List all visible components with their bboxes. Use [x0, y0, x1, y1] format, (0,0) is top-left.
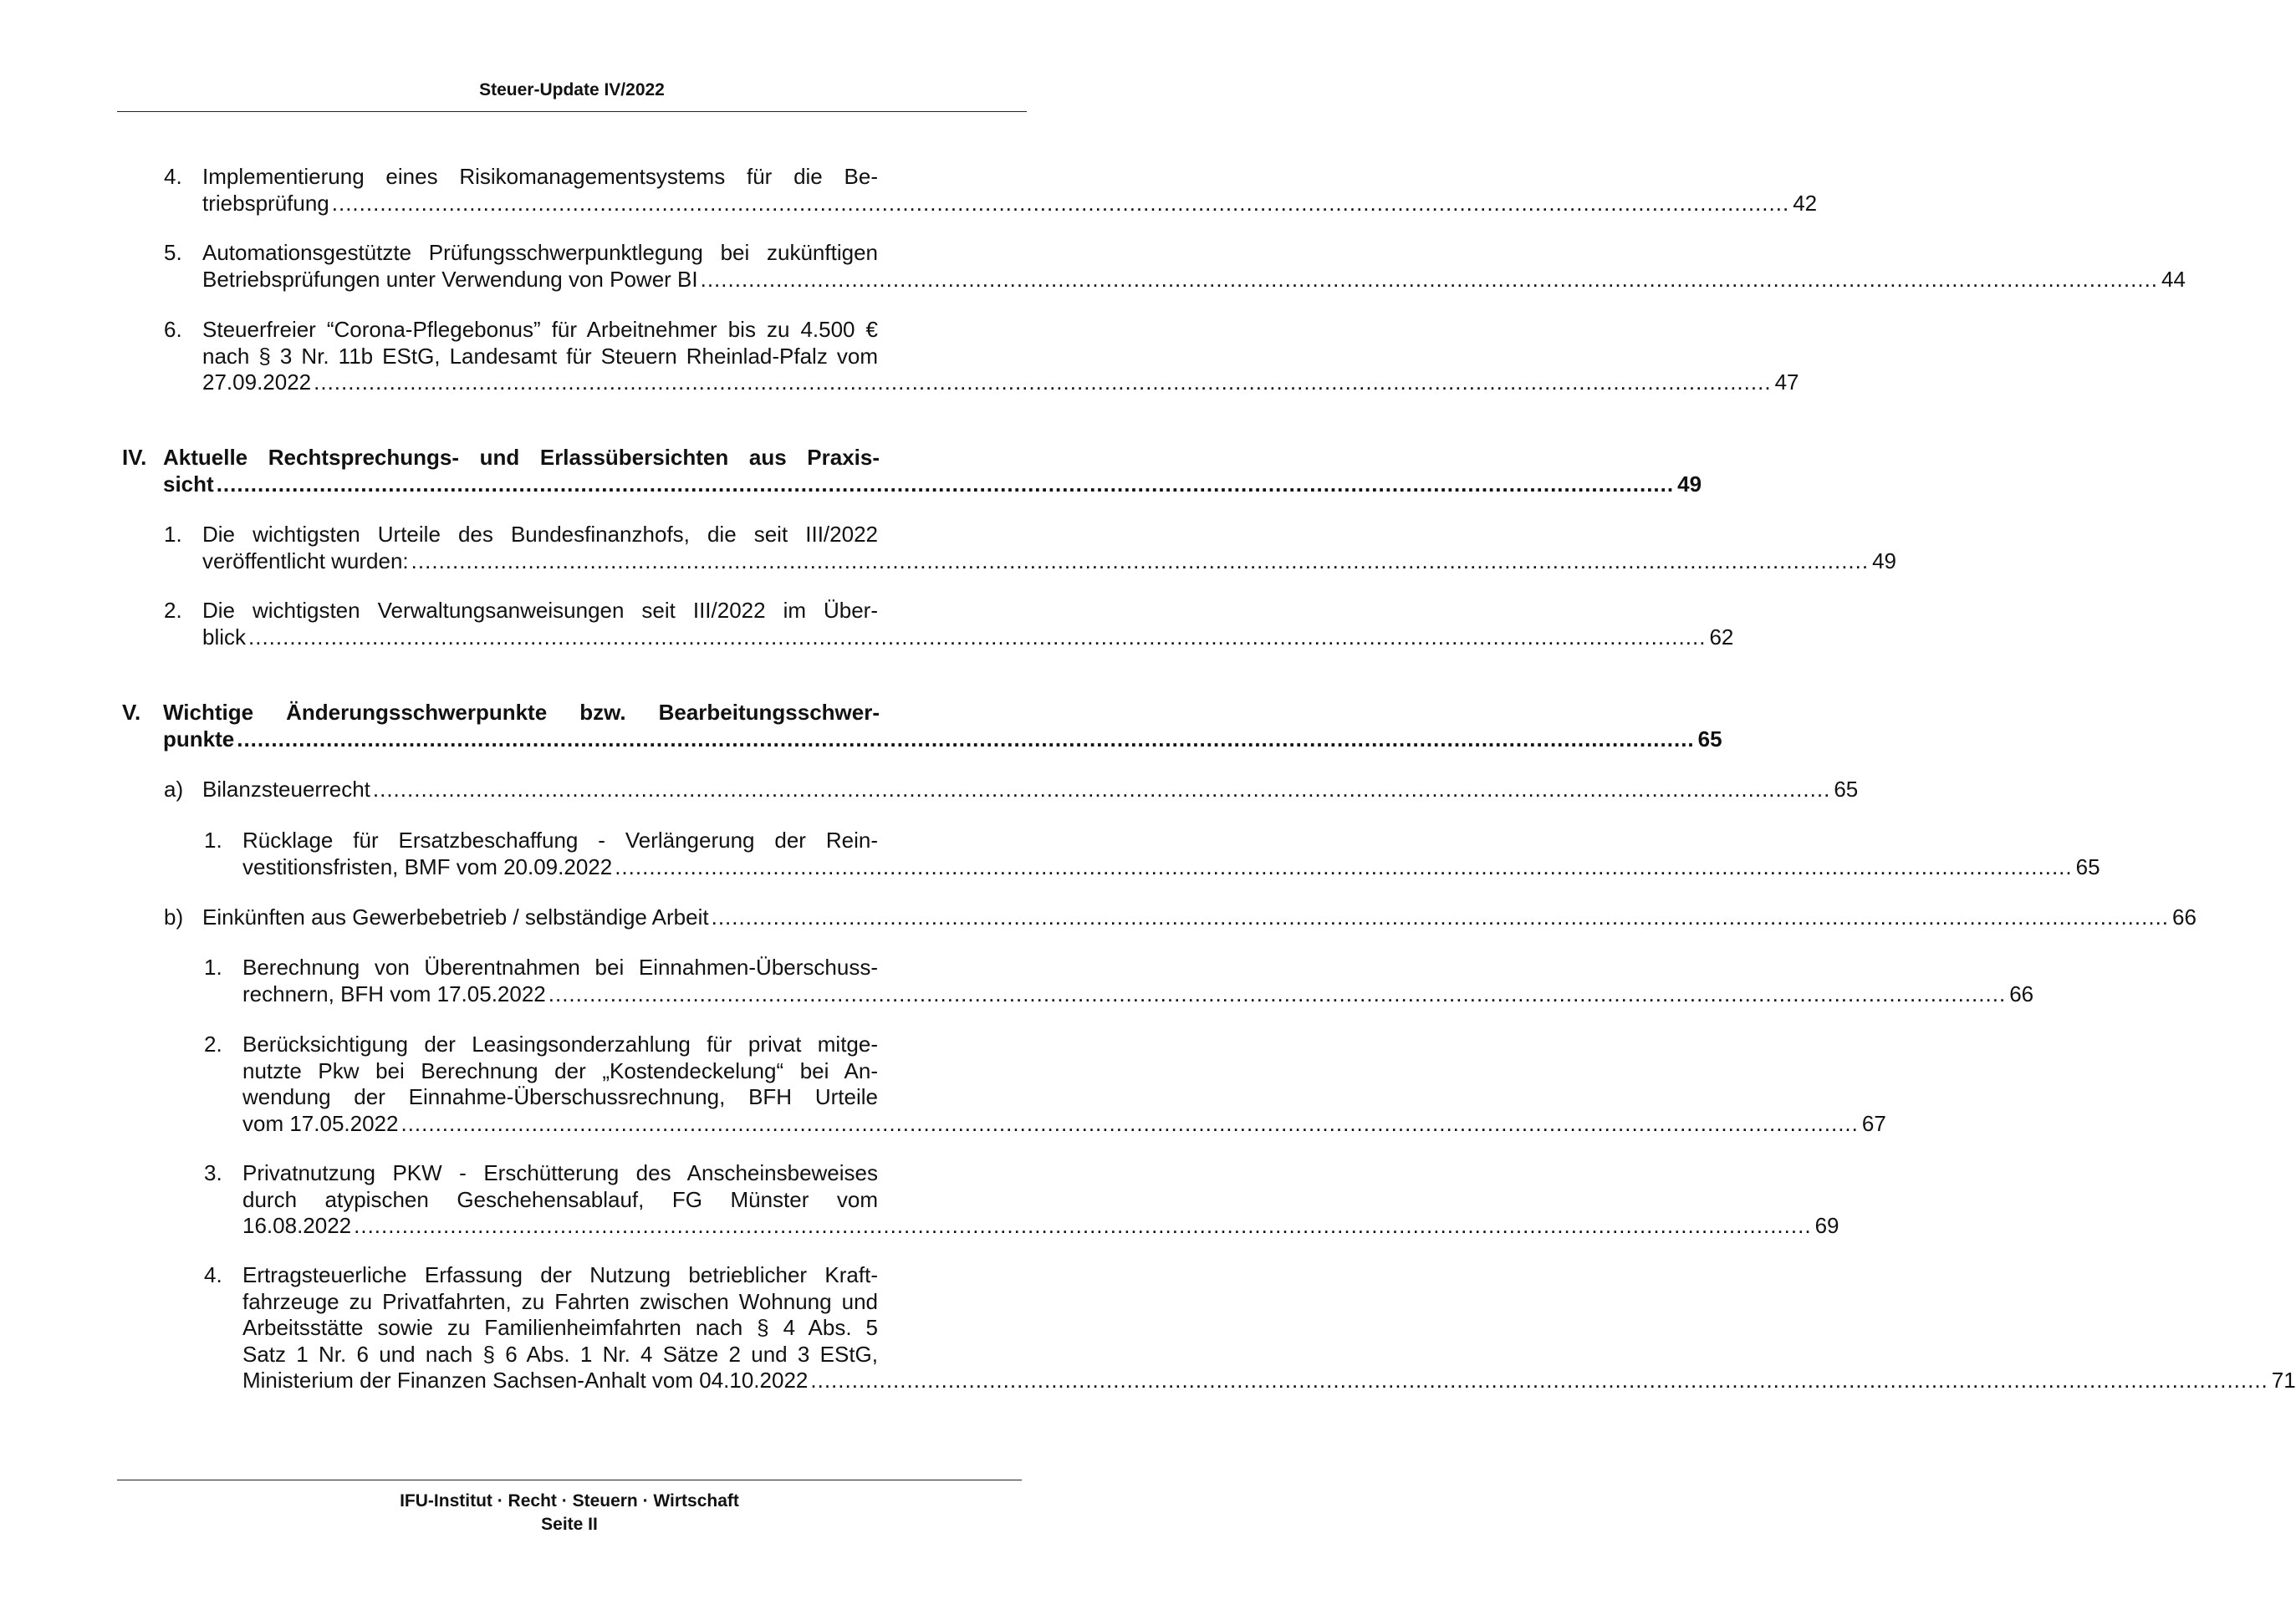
toc-entry-text: Bilanzsteuerrecht — [202, 777, 370, 802]
toc-entry-text: Rücklage für Ersatzbeschaffung - Verlängerung der Rein- — [242, 828, 878, 853]
toc-page-number: 67 — [1861, 1110, 1886, 1136]
toc-entry-text: Betriebsprüfungen unter Verwendung von Power BI — [202, 266, 698, 292]
toc-entry-last-line — [202, 777, 1859, 803]
toc-entry-last-line — [242, 853, 2100, 881]
toc-page-number: 66 — [2009, 981, 2034, 1006]
toc-section-number: IV. — [122, 445, 147, 470]
toc-entry-text: triebsprüfung — [202, 190, 329, 216]
toc-entry-last-line — [163, 726, 1722, 753]
toc-entry-text: Einkünften aus Gewerbebetrieb / selbständige Arbeit — [202, 904, 709, 930]
toc-leader-dots: .................................................................................................................................................................................................................... — [401, 1110, 1859, 1136]
toc-entry-text: Ertragsteuerliche Erfassung der Nutzung betrieblicher Kraft- — [242, 1262, 878, 1287]
toc-page-number: 65 — [2075, 853, 2100, 879]
toc-entry-last-line — [202, 904, 2197, 931]
page-header-title: Steuer-Update IV/2022 — [479, 80, 665, 99]
toc-leader-dots: .................................................................................................................................................................................................................... — [548, 981, 2007, 1006]
toc-entry-number: 2. — [164, 598, 182, 623]
toc-leader-dots: .................................................................................................................................................................................................................... — [700, 266, 2159, 292]
toc-page-number: 44 — [2161, 266, 2186, 292]
toc-entry-number: 6. — [164, 317, 182, 342]
toc-leader-dots: .................................................................................................................................................................................................................... — [810, 1368, 2268, 1393]
toc-page-number: 49 — [1677, 471, 1702, 497]
toc-leader-dots: .................................................................................................................................................................................................................... — [372, 777, 1831, 802]
toc-entry-text: blick — [202, 624, 247, 650]
toc-leader-dots: .................................................................................................................................................................................................................... — [237, 726, 1695, 752]
toc-entry-text: Berücksichtigung der Leasingsonderzahlung für privat mitge- — [242, 1032, 878, 1057]
toc-entry-text: Implementierung eines Risikomanagementsystems für die Be- — [202, 164, 878, 189]
toc-leader-dots: .................................................................................................................................................................................................................... — [248, 624, 1707, 650]
toc-section-title: Aktuelle Rechtsprechungs- und Erlassübersichten aus Praxis- — [163, 445, 880, 470]
toc-entry-text: Die wichtigsten Verwaltungsanweisungen seit III/2022 im Über- — [202, 598, 878, 623]
toc-leader-dots: .................................................................................................................................................................................................................... — [216, 471, 1675, 497]
toc-entry-number: 3. — [204, 1160, 222, 1185]
header-divider — [117, 111, 1027, 112]
toc-entry-text: Satz 1 Nr. 6 und nach § 6 Abs. 1 Nr. 4 Sätze 2 und 3 EStG, — [242, 1341, 878, 1367]
toc-leader-dots: .................................................................................................................................................................................................................... — [411, 548, 1870, 573]
toc-entry-text: durch atypischen Geschehensablauf, FG Münster vom — [242, 1186, 878, 1212]
toc-entry-last-line — [242, 981, 2034, 1008]
toc-leader-dots: .................................................................................................................................................................................................................... — [331, 190, 1790, 216]
toc-entry-number: 2. — [204, 1032, 222, 1057]
toc-section-title: Wichtige Änderungsschwerpunkte bzw. Bearbeitungsschwer- — [163, 700, 880, 725]
toc-page-number: 42 — [1793, 190, 1818, 216]
toc-leader-dots: .................................................................................................................................................................................................................... — [354, 1213, 1812, 1238]
toc-leader-dots: .................................................................................................................................................................................................................... — [711, 904, 2170, 930]
toc-page-number: 47 — [1774, 369, 1799, 395]
toc-entry-text: nutzte Pkw bei Berechnung der „Kostendeckelung“ bei An- — [242, 1057, 878, 1083]
toc-entry-last-line — [202, 266, 2186, 293]
toc-entry-text: Ministerium der Finanzen Sachsen-Anhalt vom 04.10.2022 — [242, 1368, 809, 1393]
toc-entry-number: 4. — [164, 164, 182, 189]
toc-entry-text: rechnern, BFH vom 17.05.2022 — [242, 981, 546, 1006]
footer-page-number: Seite II — [541, 1515, 598, 1534]
toc-entry-last-line — [202, 190, 1818, 217]
toc-page-number: 65 — [1697, 726, 1722, 752]
toc-entry-number: 1. — [204, 955, 222, 980]
toc-page-number: 62 — [1709, 624, 1734, 650]
toc-entry-last-line — [202, 369, 1799, 396]
toc-leader-dots: .................................................................................................................................................................................................................... — [615, 853, 2073, 879]
toc-entry-number: 4. — [204, 1262, 222, 1287]
toc-entry-last-line — [242, 1213, 1839, 1240]
toc-leader-dots: .................................................................................................................................................................................................................... — [314, 369, 1772, 395]
toc-page-number: 71 — [2271, 1368, 2296, 1393]
toc-page-number: 69 — [1814, 1213, 1839, 1238]
toc-entry-text: fahrzeuge zu Privatfahrten, zu Fahrten zwischen Wohnung und — [242, 1288, 878, 1314]
toc-entry-last-line — [163, 471, 1702, 498]
toc-entry-text: Die wichtigsten Urteile des Bundesfinanzhofs, die seit III/2022 — [202, 522, 878, 547]
toc-entry-number: 1. — [164, 522, 182, 547]
toc-section-title: sicht — [163, 471, 214, 497]
toc-entry-number: 5. — [164, 240, 182, 265]
toc-entry-last-line — [242, 1368, 2296, 1394]
toc-page-number: 65 — [1834, 777, 1859, 802]
toc-entry-text: vom 17.05.2022 — [242, 1110, 399, 1136]
toc-entry-text: nach § 3 Nr. 11b EStG, Landesamt für Steuern Rheinlad-Pfalz vom — [202, 343, 878, 369]
toc-entry-text: Automationsgestützte Prüfungsschwerpunktlegung bei zukünftigen — [202, 240, 878, 265]
toc-page-number: 66 — [2172, 904, 2197, 930]
toc-entry-last-line — [202, 624, 1734, 651]
toc-entry-text: veröffentlicht wurden: — [202, 548, 409, 573]
toc-entry-text: Privatnutzung PKW - Erschütterung des Anscheinsbeweises — [242, 1160, 878, 1185]
toc-page-number: 49 — [1872, 548, 1897, 573]
footer-publisher: IFU-Institut · Recht · Steuern · Wirtschaft — [400, 1491, 739, 1511]
toc-entry-text: Berechnung von Überentnahmen bei Einnahmen-Überschuss- — [242, 955, 878, 980]
toc-section-number: V. — [122, 700, 141, 725]
toc-entry-last-line — [242, 1110, 1886, 1138]
toc-entry-text: 27.09.2022 — [202, 369, 312, 395]
toc-entry-text: Arbeitsstätte sowie zu Familienheimfahrten nach § 4 Abs. 5 — [242, 1315, 878, 1340]
toc-entry-text: 16.08.2022 — [242, 1213, 352, 1238]
toc-entry-text: Steuerfreier “Corona-Pflegebonus” für Arbeitnehmer bis zu 4.500 € — [202, 317, 878, 342]
toc-entry-text: vestitionsfristen, BMF vom 20.09.2022 — [242, 853, 613, 879]
toc-entry-letter: a) — [164, 777, 184, 802]
page-footer — [117, 1490, 1022, 1536]
toc-entry-number: 1. — [204, 828, 222, 853]
toc-entry-last-line — [202, 548, 1897, 575]
toc-entry-letter: b) — [164, 904, 184, 930]
toc-entry-text: wendung der Einnahme-Überschussrechnung, BFH Urteile — [242, 1084, 878, 1109]
toc-section-title: punkte — [163, 726, 235, 752]
